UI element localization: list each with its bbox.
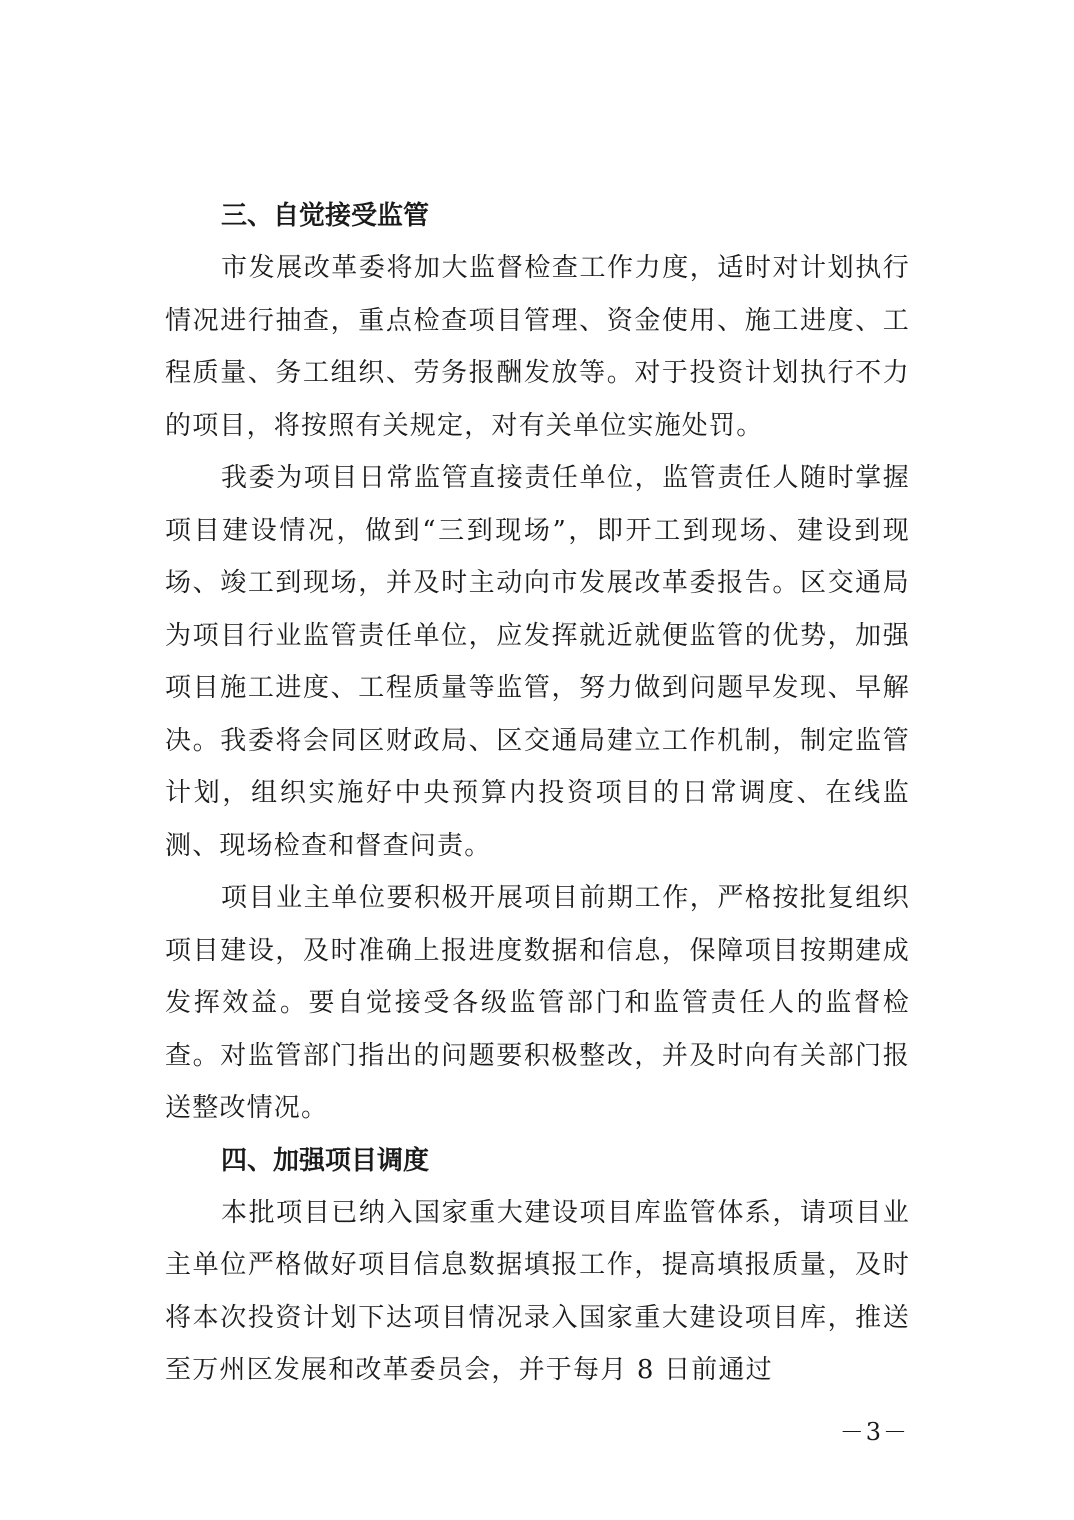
section-heading-4: 四、加强项目调度 — [221, 1145, 430, 1176]
section-heading-3: 三、自觉接受监管 — [221, 201, 430, 231]
paragraph: 我委为项目日常监管直接责任单位，监管责任人随时掌握项目建设情况，做到“三到现场”，即开工到现场、建设到现场、竣工到现场，并及时主动向市发展改革委报告。区交通局为项目行业监管责任单位，应发挥就近就便监管的优势，加强项目施工进度、工程质量等监管，努力做到问题早发现、早解决。我委将会同区财政局、区交通局建立工作机制，制定监管计划，组织实施好中央预算内投资项目的日常调度、在线监测、现场检查和督查问责。 — [165, 463, 910, 861]
paragraph: 市发展改革委将加大监督检查工作力度，适时对计划执行情况进行抽查，重点检查项目管理、资金使用、施工进度、工程质量、务工组织、劳务报酬发放等。对于投资计划执行不力的项目，将按照有关规定，对有关单位实施处罚。 — [165, 253, 910, 441]
page-number: －3－ — [839, 1418, 909, 1446]
document-body — [165, 190, 910, 1397]
paragraph: 项目业主单位要积极开展项目前期工作，严格按批复组织项目建设，及时准确上报进度数据和信息，保障项目按期建成发挥效益。要自觉接受各级监管部门和监管责任人的监督检查。对监管部门指出的问题要积极整改，并及时向有关部门报送整改情况。 — [165, 883, 910, 1123]
paragraph: 本批项目已纳入国家重大建设项目库监管体系，请项目业主单位严格做好项目信息数据填报工作，提高填报质量，及时将本次投资计划下达项目情况录入国家重大建设项目库，推送至万州区发展和改革委员会，并于每月 8 日前通过 — [165, 1197, 910, 1385]
